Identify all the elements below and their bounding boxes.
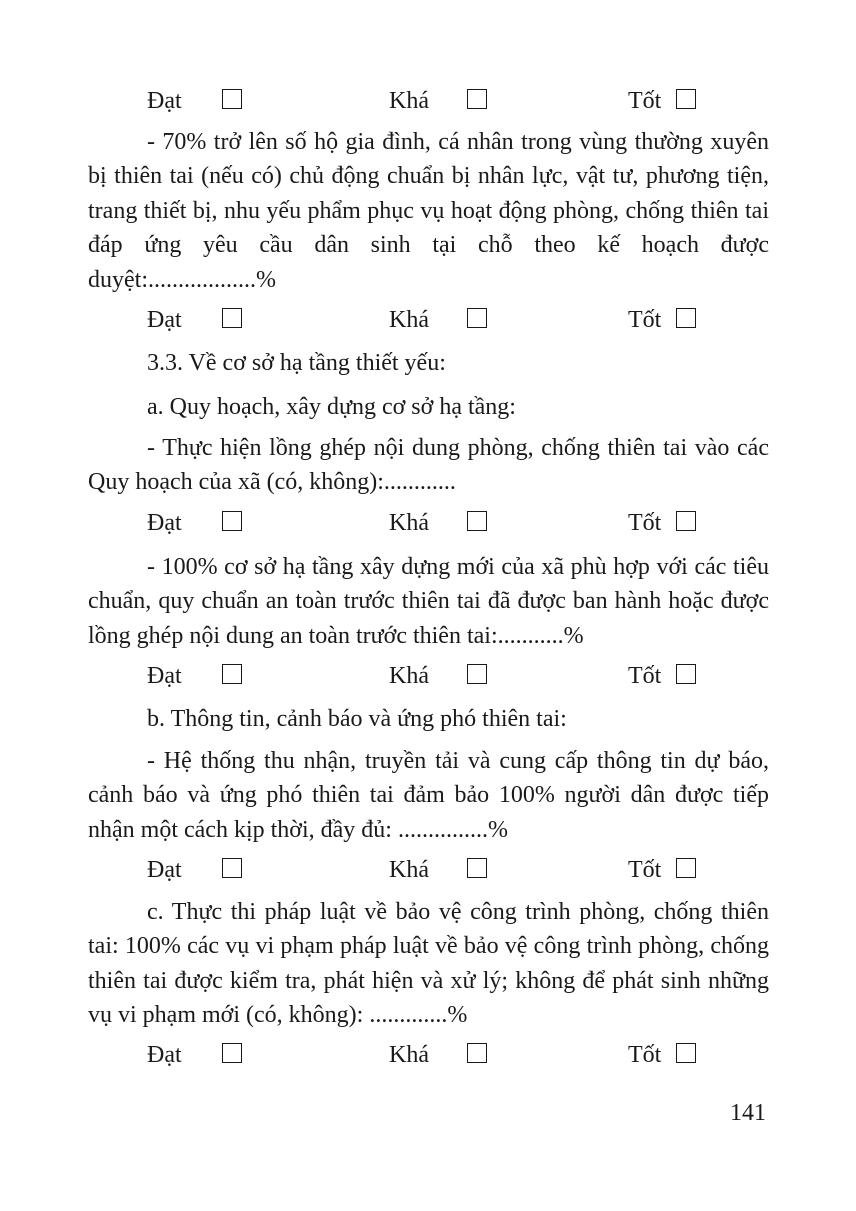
criterion-paragraph: - Hệ thống thu nhận, truyền tải và cung cấp thông tin dự báo, cảnh báo và ứng phó thiên tai đảm bảo 100% người dân được tiếp nhận một cách kịp thời, đầy đủ: ...............%: [88, 748, 769, 843]
rating-label-dat: Đạt: [147, 510, 182, 536]
checkbox-dat[interactable]: [222, 511, 242, 531]
rating-option-kha: [389, 659, 487, 693]
rating-row: [0, 84, 856, 118]
checkbox-tot[interactable]: [676, 511, 696, 531]
checkbox-tot[interactable]: [676, 1043, 696, 1063]
rating-label-dat: Đạt: [147, 307, 182, 333]
rating-label-tot: Tốt: [628, 88, 662, 114]
rating-label-kha: Khá: [389, 307, 429, 333]
rating-option-tot: [628, 84, 696, 118]
rating-option-kha: [389, 853, 487, 887]
rating-option-kha: [389, 303, 487, 337]
checkbox-kha[interactable]: [467, 89, 487, 109]
rating-option-kha: [389, 84, 487, 118]
criterion-paragraph: - Thực hiện lồng ghép nội dung phòng, chống thiên tai vào các Quy hoạch của xã (có, không):............: [88, 435, 769, 496]
rating-option-kha: [389, 506, 487, 540]
rating-label-dat: Đạt: [147, 663, 182, 689]
rating-label-tot: Tốt: [628, 663, 662, 689]
rating-option-tot: [628, 853, 696, 887]
rating-label-dat: Đạt: [147, 1042, 182, 1068]
rating-label-tot: Tốt: [628, 307, 662, 333]
checkbox-dat[interactable]: [222, 858, 242, 878]
checkbox-kha[interactable]: [467, 308, 487, 328]
rating-option-tot: [628, 659, 696, 693]
rating-option-dat: [147, 853, 242, 887]
rating-row: [0, 506, 856, 540]
rating-row: [0, 303, 856, 337]
rating-row: [0, 1038, 856, 1072]
criterion-paragraph: - 100% cơ sở hạ tầng xây dựng mới của xã phù hợp với các tiêu chuẩn, quy chuẩn an toàn trước thiên tai đã được ban hành hoặc được lồng ghép nội dung an toàn trước thiên tai:...........%: [88, 554, 769, 649]
rating-label-tot: Tốt: [628, 510, 662, 536]
rating-row: [0, 853, 856, 887]
rating-label-kha: Khá: [389, 88, 429, 114]
checkbox-kha[interactable]: [467, 858, 487, 878]
rating-row: [0, 659, 856, 693]
subsection-heading: b. Thông tin, cảnh báo và ứng phó thiên tai:: [147, 706, 567, 732]
rating-option-dat: [147, 303, 242, 337]
checkbox-dat[interactable]: [222, 308, 242, 328]
checkbox-dat[interactable]: [222, 664, 242, 684]
rating-label-kha: Khá: [389, 857, 429, 883]
rating-label-kha: Khá: [389, 510, 429, 536]
rating-label-kha: Khá: [389, 1042, 429, 1068]
checkbox-tot[interactable]: [676, 664, 696, 684]
checkbox-dat[interactable]: [222, 1043, 242, 1063]
checkbox-dat[interactable]: [222, 89, 242, 109]
rating-option-dat: [147, 659, 242, 693]
rating-option-dat: [147, 84, 242, 118]
checkbox-kha[interactable]: [467, 511, 487, 531]
rating-option-tot: [628, 303, 696, 337]
rating-option-dat: [147, 506, 242, 540]
rating-option-tot: [628, 1038, 696, 1072]
checkbox-tot[interactable]: [676, 308, 696, 328]
criterion-paragraph: - 70% trở lên số hộ gia đình, cá nhân trong vùng thường xuyên bị thiên tai (nếu có) chủ động chuẩn bị nhân lực, vật tư, phương tiện, trang thiết bị, nhu yếu phẩm phục vụ hoạt động phòng, chống thiên tai đáp ứng yêu cầu dân sinh tại chỗ theo kế hoạch được duyệt:..................%: [88, 129, 769, 293]
rating-label-tot: Tốt: [628, 857, 662, 883]
page-number: 141: [730, 1100, 766, 1126]
section-heading: 3.3. Về cơ sở hạ tầng thiết yếu:: [147, 350, 446, 376]
rating-option-tot: [628, 506, 696, 540]
rating-label-kha: Khá: [389, 663, 429, 689]
rating-label-tot: Tốt: [628, 1042, 662, 1068]
checkbox-kha[interactable]: [467, 664, 487, 684]
rating-label-dat: Đạt: [147, 88, 182, 114]
rating-option-kha: [389, 1038, 487, 1072]
rating-label-dat: Đạt: [147, 857, 182, 883]
criterion-paragraph: c. Thực thi pháp luật về bảo vệ công trình phòng, chống thiên tai: 100% các vụ vi phạm pháp luật về bảo vệ công trình phòng, chống thiên tai được kiểm tra, phát hiện và xử lý; không để phát sinh những vụ vi phạm mới (có, không): .............%: [88, 899, 769, 1029]
checkbox-tot[interactable]: [676, 89, 696, 109]
checkbox-kha[interactable]: [467, 1043, 487, 1063]
rating-option-dat: [147, 1038, 242, 1072]
checkbox-tot[interactable]: [676, 858, 696, 878]
subsection-heading: a. Quy hoạch, xây dựng cơ sở hạ tầng:: [147, 394, 516, 420]
